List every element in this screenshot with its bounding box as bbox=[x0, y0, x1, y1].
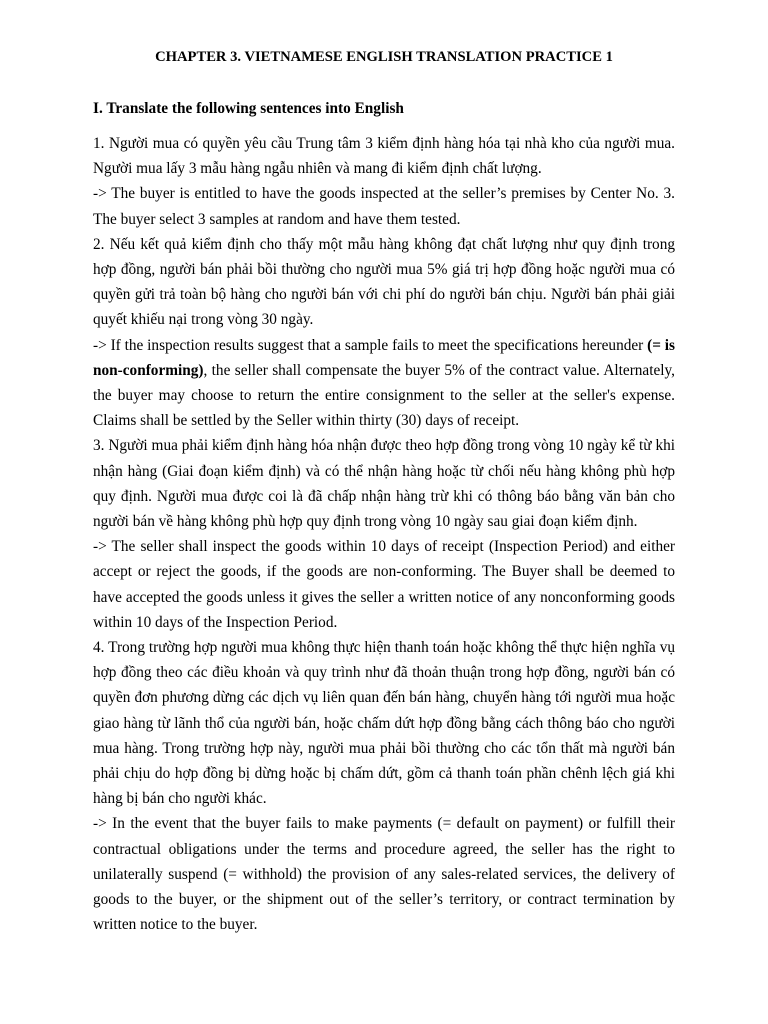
item-3-english: -> The seller shall inspect the goods within 10 days of receipt (Inspection Period) and either accept or reject the goods, if the goods are non-conforming. The Buyer shall be deemed to have accepted the goods unless it gives the seller a written notice of any nonconforming goods within 10 days of the Inspection Period. bbox=[93, 538, 675, 631]
item-4-english: -> In the event that the buyer fails to make payments (= default on payment) or fulfill their contractual obligations under the terms and procedure agreed, the seller has the right to unilaterally suspend (= withhold) the provision of any sales-related services, the delivery of goods to the buyer, or the shipment out of the seller’s territory, or contract termination by written notice to the buyer. bbox=[93, 815, 675, 934]
chapter-title: CHAPTER 3. VIETNAMESE ENGLISH TRANSLATION PRACTICE 1 bbox=[155, 49, 613, 65]
item-1-english: -> The buyer is entitled to have the goods inspected at the seller’s premises by Center No. 3. The buyer select 3 samples at random and have them tested. bbox=[93, 185, 675, 228]
section-heading: I. Translate the following sentences into English bbox=[93, 100, 404, 117]
item-2-english-part-1: -> If the inspection results suggest that a sample fails to meet the specifications hereunder bbox=[93, 336, 648, 354]
item-4-vietnamese: 4. Trong trường hợp người mua không thực hiện thanh toán hoặc không thể thực hiện nghĩa vụ hợp đồng theo các điều khoản và quy trình như đã thoản thuận trong hợp đồng, người bán có quyền đơn phương dừng các dịch vụ liên quan đến bán hàng, chuyển hàng tới người mua hoặc giao hàng từ lãnh thổ của người bán, hoặc chấm dứt hợp đồng bằng cách thông báo cho người mua hàng. Trong trường hợp này, người mua phải bồi thường cho các tổn thất mà người bán phải chịu do hợp đồng bị dừng hoặc bị chấm dứt, gồm cả thanh toán phần chênh lệch giá khi hàng bị bán cho người khác. bbox=[93, 639, 675, 808]
item-3-vietnamese: 3. Người mua phải kiểm định hàng hóa nhận được theo hợp đồng trong vòng 10 ngày kể từ khi nhận hàng (Giai đoạn kiểm định) và có thể nhận hàng hoặc từ chối nếu hàng không phù hợp quy định. Người mua được coi là đã chấp nhận hàng trừ khi có thông báo bằng văn bản cho người bán về hàng không phù hợp quy định trong vòng 10 ngày sau giai đoạn kiểm định. bbox=[93, 437, 675, 531]
item-2-english-bold: (= is non-conforming) bbox=[93, 336, 675, 379]
item-2-english-part-2: , the seller shall compensate the buyer 5% of the contract value. Alternately, the buyer may choose to return the entire consignment to the seller at the seller's expense. Claims shall be settled by the Seller within thirty (30) days of receipt. bbox=[93, 361, 675, 430]
item-1-vietnamese: 1. Người mua có quyền yêu cầu Trung tâm 3 kiểm định hàng hóa tại nhà kho của người mua. Người mua lấy 3 mẫu hàng ngẫu nhiên và mang đi kiểm định chất lượng. bbox=[93, 135, 675, 178]
item-2-vietnamese: 2. Nếu kết quả kiểm định cho thấy một mẫu hàng không đạt chất lượng như quy định trong hợp đồng, người bán phải bồi thường cho người mua 5% giá trị hợp đồng hoặc người mua có quyền gửi trả toàn bộ hàng cho người bán với chi phí do người bán chịu. Người bán phải giải quyết khiếu nại trong vòng 30 ngày. bbox=[93, 235, 675, 329]
item-2-english bbox=[93, 333, 675, 434]
